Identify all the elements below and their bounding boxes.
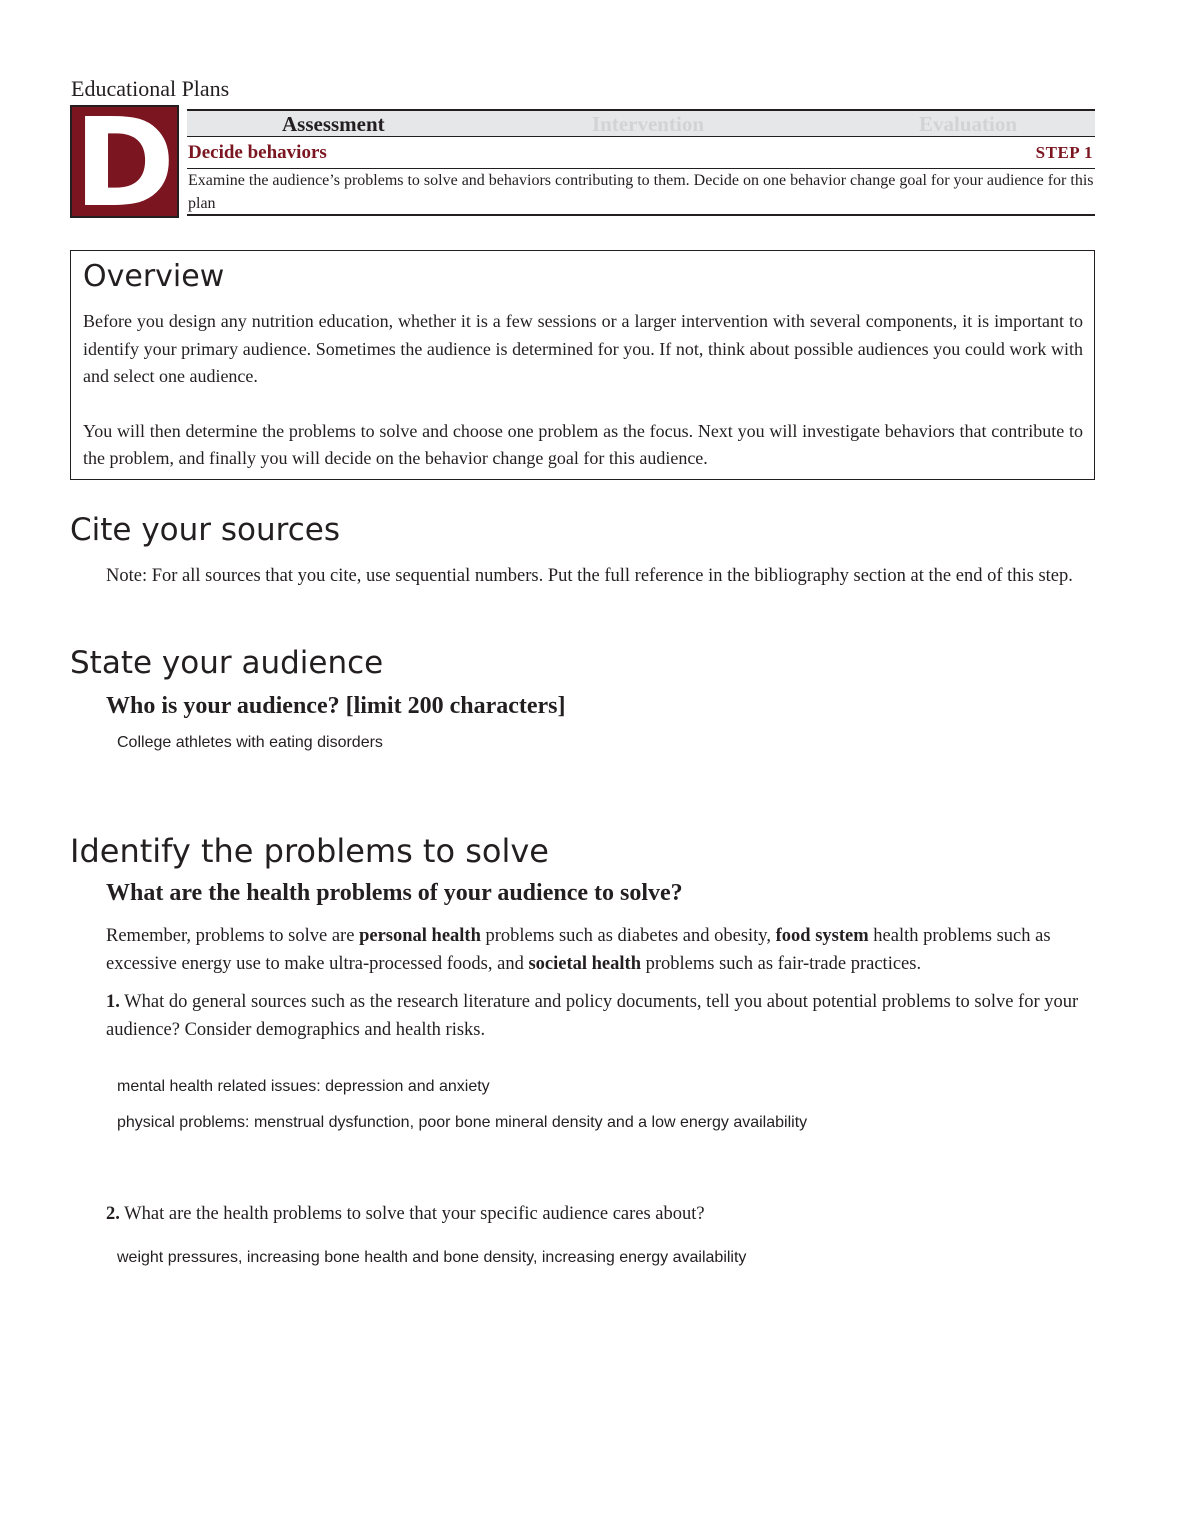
overview-text [83, 308, 1083, 500]
phase-tabs [187, 109, 1095, 137]
audience-answer-field[interactable]: College athletes with eating disorders [117, 734, 383, 751]
overview-paragraph: You will then determine the problems to solve and choose one problem as the focus. Next you will investigate behaviors that contribute to the problem, and finally you will decide on the behavior change goal for this audience. [83, 420, 1083, 468]
text-span: health problems such as excessive energy use to make ultra-processed foods, and [106, 926, 1051, 974]
text-span: Remember, problems to solve are [106, 926, 360, 946]
audience-heading: State your audience [70, 645, 384, 681]
problems-remember-text [106, 923, 1096, 978]
cite-sources-note: Note: For all sources that you cite, use sequential numbers. Put the full reference in the bibliography section at the end of this step. [106, 566, 1073, 586]
overview-box [70, 250, 1095, 480]
answer-line: physical problems: menstrual dysfunction, poor bone mineral density and a low energy availability [117, 1114, 808, 1131]
bold-term: societal health [528, 953, 641, 974]
question-1 [106, 989, 1096, 1044]
question-text: What do general sources such as the research literature and policy documents, tell you about potential problems to solve for your audience? Consider demographics and health risks. [106, 992, 1079, 1040]
badge-letter: D [73, 92, 176, 234]
problems-heading: Identify the problems to solve [70, 832, 549, 870]
tab-evaluation[interactable]: Evaluation [919, 112, 1018, 136]
overview-heading: Overview [83, 259, 225, 294]
document-header-title: Educational Plans [71, 76, 230, 101]
audience-question: Who is your audience? [limit 200 characters] [106, 693, 566, 719]
tab-assessment[interactable]: Assessment [282, 112, 385, 136]
question-2-answer-field[interactable]: weight pressures, increasing bone health and bone density, increasing energy availability [117, 1249, 747, 1266]
step-description: Examine the audience’s problems to solve and behaviors contributing to them. Decide on one behavior change goal for your audience for this plan [187, 169, 1095, 216]
overview-paragraph: Before you design any nutrition education, whether it is a few sessions or a larger intervention with several components, it is important to identify your primary audience. Sometimes the audience is determined for you. If not, think about possible audiences you could work with and select one audience. [83, 311, 1083, 386]
step-title-row [187, 142, 1095, 169]
step-number: STEP 1 [1035, 143, 1093, 162]
question-2 [106, 1201, 1096, 1229]
bold-term: food system [775, 926, 869, 946]
text-span: problems such as diabetes and obesity, [480, 926, 776, 946]
question-1-answer-field[interactable] [117, 1060, 807, 1150]
tab-intervention[interactable]: Intervention [592, 112, 704, 136]
step-letter-badge [70, 92, 179, 234]
problems-question: What are the health problems of your audience to solve? [106, 880, 683, 906]
text-span: problems such as fair-trade practices. [640, 953, 922, 974]
cite-sources-heading: Cite your sources [70, 512, 340, 548]
question-number: 1. [106, 992, 120, 1012]
step-title: Decide behaviors [188, 142, 327, 163]
answer-line: mental health related issues: depression and anxiety [117, 1078, 490, 1095]
bold-term: personal health [359, 926, 481, 946]
question-text: What are the health problems to solve that your specific audience cares about? [119, 1204, 705, 1224]
question-number: 2. [106, 1204, 120, 1224]
